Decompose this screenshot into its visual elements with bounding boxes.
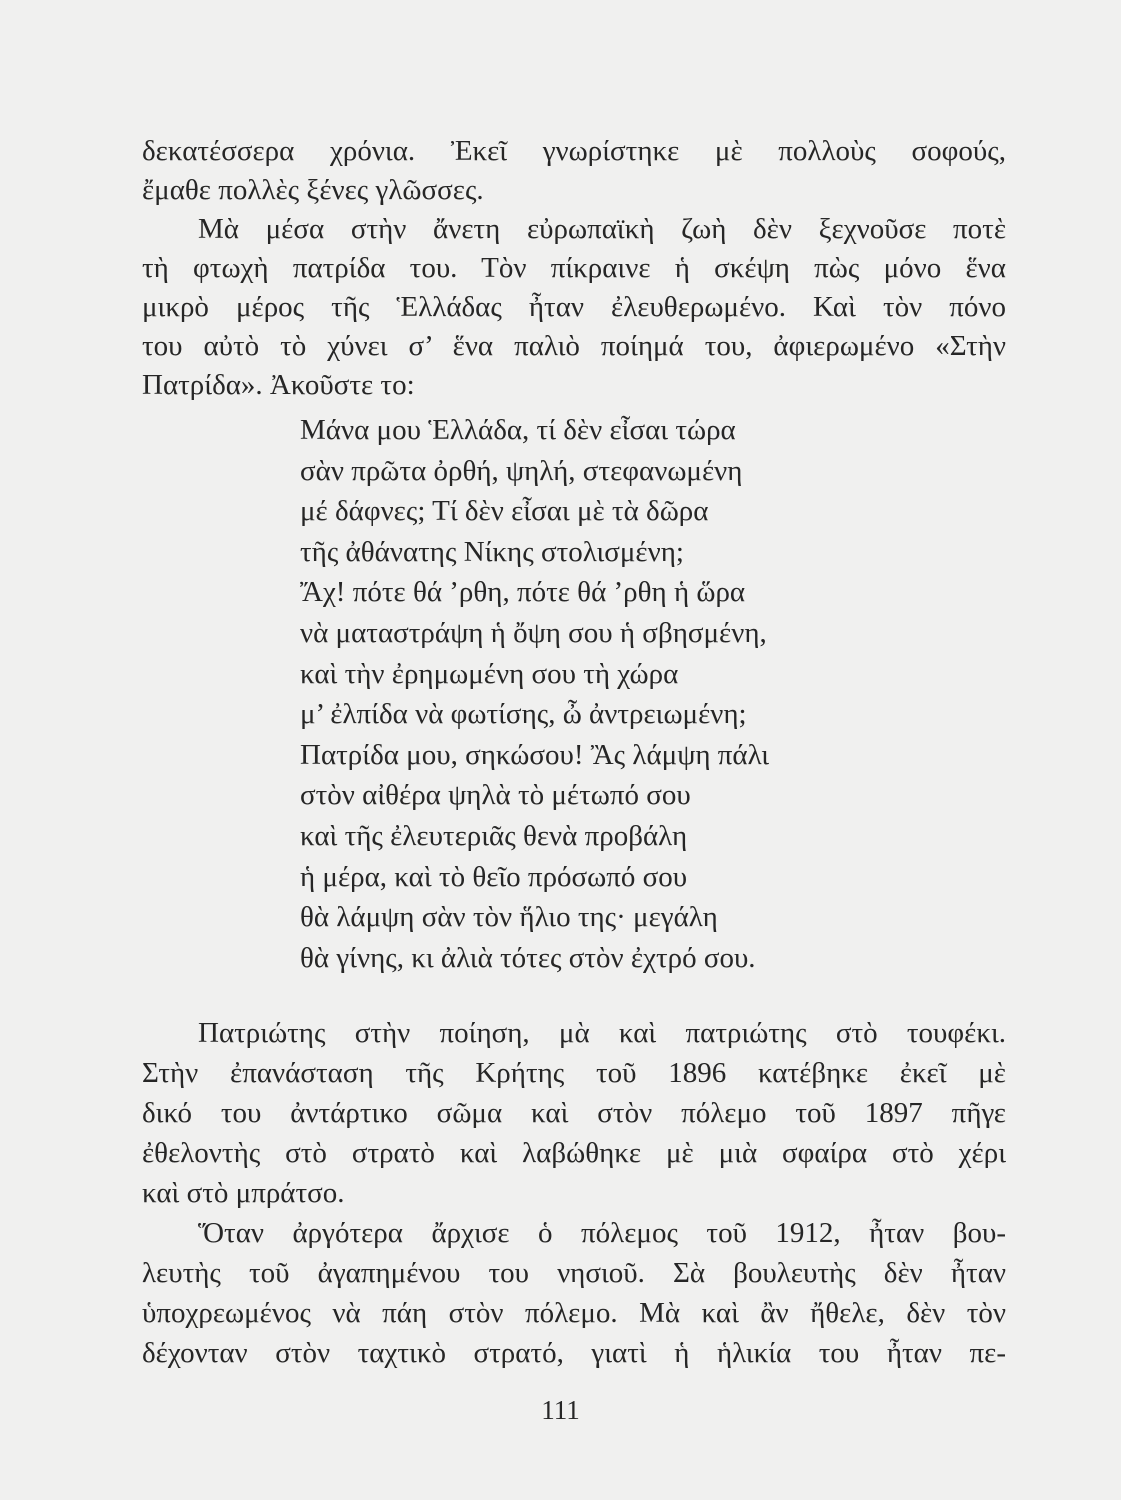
poem-verse-line: σὰν πρῶτα ὀρθή, ψηλή, στεφανωμένη <box>300 454 743 487</box>
text-line: του αὐτὸ τὸ χύνει σ’ ἕνα παλιὸ ποίημά του, ἀφιερωμένο «Στὴν <box>142 330 1006 362</box>
poem-verse-line: Μάνα μου Ἑλλάδα, τί δὲν εἶσαι τώρα <box>300 414 736 446</box>
poem-verse-line: Ἄχ! πότε θά ’ρθη, πότε θά ’ρθη ἡ ὥρα <box>300 576 746 609</box>
text-line: δεκατέσσερα χρόνια. Ἐκεῖ γνωρίστηκε μὲ πολλοὺς σοφούς, <box>142 135 1006 167</box>
poem-verse-line: μ’ ἐλπίδα νὰ φωτίσης, ὦ ἀντρειωμένη; <box>300 698 747 731</box>
text-line: δικό του ἀντάρτικο σῶμα καὶ στὸν πόλεμο τοῦ 1897 πῆγε <box>142 1097 1006 1129</box>
poem-verse-line: μέ δάφνες; Τί δὲν εἶσαι μὲ τὰ δῶρα <box>300 495 709 528</box>
text-line: Στὴν ἐπανάσταση τῆς Κρήτης τοῦ 1896 κατέβηκε ἐκεῖ μὲ <box>142 1057 1006 1089</box>
text-line: ἔμαθε πολλὲς ξένες γλῶσσες. <box>142 174 484 206</box>
poem-verse-line: τῆς ἀθάνατης Νίκης στολισμένη; <box>300 535 684 568</box>
poem-verse-line: θὰ γίνης, κι ἀλιὰ τότες στὸν ἐχτρό σου. <box>300 941 756 974</box>
poem-verse-line: Πατρίδα μου, σηκώσου! Ἂς λάμψη πάλι <box>300 738 770 771</box>
text-line: μικρὸ μέρος τῆς Ἑλλάδας ἦταν ἐλευθερωμένο. Καὶ τὸν πόνο <box>142 291 1006 323</box>
text-line: δέχονταν στὸν ταχτικὸ στρατό, γιατὶ ἡ ἡλικία του ἦταν πε- <box>142 1337 1006 1369</box>
paragraph-top <box>142 132 1006 405</box>
text-line: ἐθελοντὴς στὸ στρατὸ καὶ λαβώθηκε μὲ μιὰ σφαίρα στὸ χέρι <box>142 1137 1006 1169</box>
poem-verse-line: στὸν αἰθέρα ψηλὰ τὸ μέτωπό σου <box>300 779 691 812</box>
text-line: Πατρίδα». Ἀκοῦστε το: <box>142 369 415 401</box>
text-line: Ὅταν ἀργότερα ἄρχισε ὁ πόλεμος τοῦ 1912, ἦταν βου- <box>198 1217 1006 1249</box>
poem-verse-line: καὶ τῆς ἐλευτεριᾶς θενὰ προβάλη <box>300 819 688 852</box>
poem-verse-line: νὰ ματαστράψη ἡ ὄψη σου ἡ σβησμένη, <box>300 616 767 649</box>
poem-verse-line: καὶ τὴν ἐρημωμένη σου τὴ χώρα <box>300 657 679 690</box>
text-line: λευτὴς τοῦ ἀγαπημένου του νησιοῦ. Σὰ βουλευτὴς δὲν ἦταν <box>142 1257 1006 1289</box>
text-line: Πατριώτης στὴν ποίηση, μὰ καὶ πατριώτης στὸ τουφέκι. <box>198 1017 1006 1049</box>
poem-verse-line: θὰ λάμψη σὰν τὸν ἥλιο της· μεγάλη <box>300 901 718 934</box>
text-line: καὶ στὸ μπράτσο. <box>142 1177 345 1209</box>
text-line: Μὰ μέσα στὴν ἄνετη εὐρωπαϊκὴ ζωὴ δὲν ξεχνοῦσε ποτὲ <box>198 213 1006 245</box>
page-number: 111 <box>541 1395 580 1425</box>
poem-verse-line: ἡ μέρα, καὶ τὸ θεῖο πρόσωπό σου <box>300 860 688 893</box>
poem-stanza <box>300 410 769 978</box>
paragraph-bottom <box>142 1013 1006 1373</box>
text-line: τὴ φτωχὴ πατρίδα του. Τὸν πίκραινε ἡ σκέψη πὼς μόνο ἕνα <box>142 252 1006 284</box>
text-line: ὑποχρεωμένος νὰ πάη στὸν πόλεμο. Μὰ καὶ ἂν ἤθελε, δὲν τὸν <box>142 1297 1006 1329</box>
